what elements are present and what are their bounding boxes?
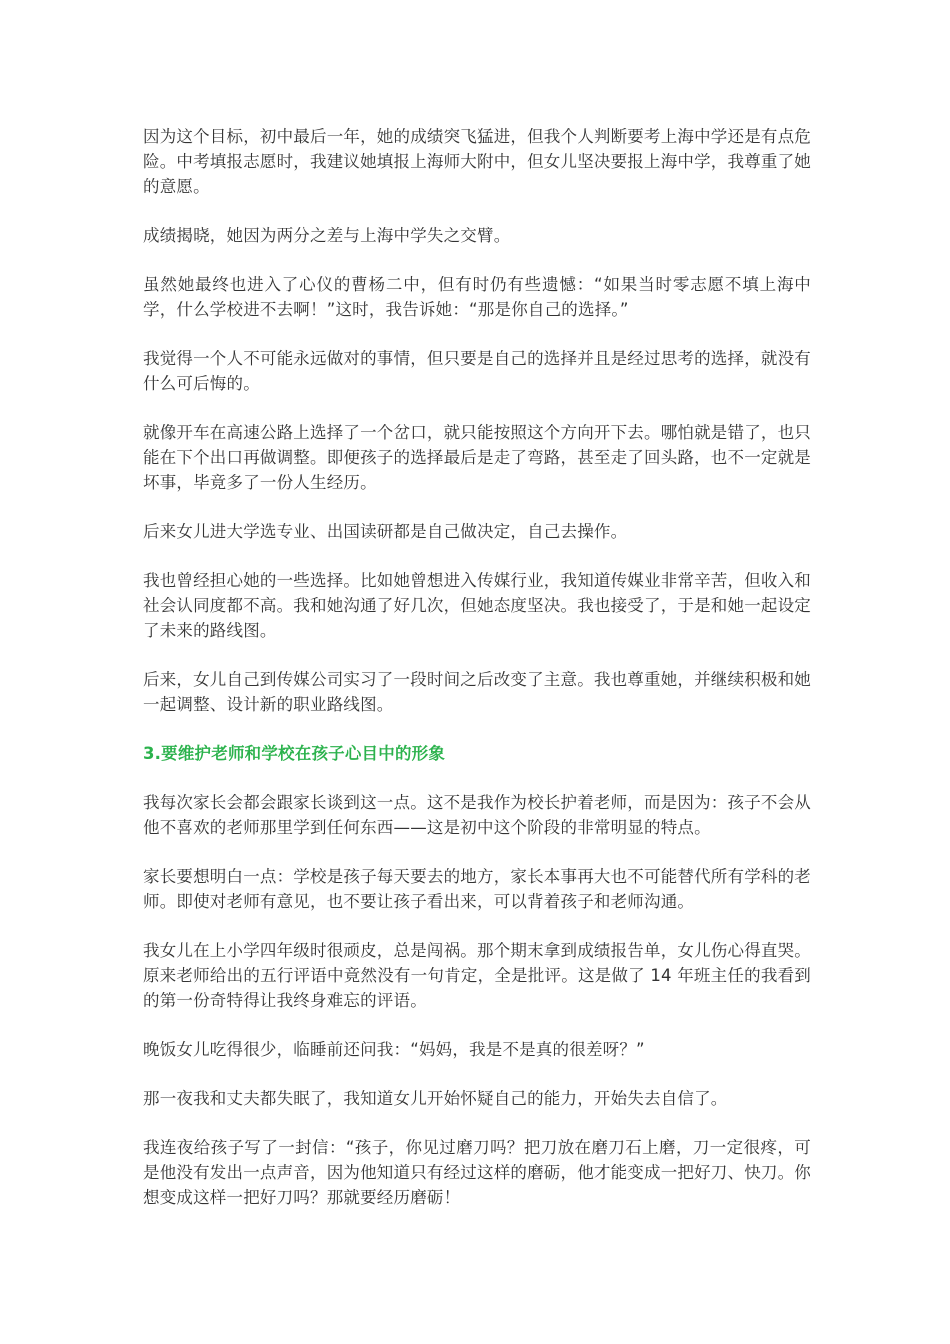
paragraph-regret: 虽然她最终也进入了心仪的曹杨二中，但有时仍有些遗憾：“如果当时零志愿不填上海中学，什么学校进不去啊！”这时，我告诉她：“那是你自己的选择。” (143, 275, 811, 319)
paragraph-media-career: 我也曾经担心她的一些选择。比如她曾想进入传媒行业，我知道传媒业非常辛苦，但收入和社会认同度都不高。我和她沟通了好几次，但她态度坚决。我也接受了，于是和她一起设定了未来的路线图。 (143, 571, 811, 640)
article-body (143, 124, 811, 1234)
paragraph-exam-result: 成绩揭晓，她因为两分之差与上海中学失之交臂。 (143, 226, 511, 245)
paragraph-sleepless-night: 那一夜我和丈夫都失眠了，我知道女儿开始怀疑自己的能力，开始失去自信了。 (143, 1089, 728, 1108)
paragraph-parent-meeting: 我每次家长会都会跟家长谈到这一点。这不是我作为校长护着老师，而是因为：孩子不会从他不喜欢的老师那里学到任何东西——这是初中这个阶段的非常明显的特点。 (143, 793, 811, 837)
paragraph-changed-mind: 后来，女儿自己到传媒公司实习了一段时间之后改变了主意。我也尊重她，并继续积极和她一起调整、设计新的职业路线图。 (143, 670, 811, 714)
paragraph-daughter-question: 晚饭女儿吃得很少，临睡前还问我：“妈妈，我是不是真的很差呀？” (143, 1040, 645, 1059)
section-heading: 3.要维护老师和学校在孩子心目中的形象 (143, 744, 446, 763)
paragraph-letter: 我连夜给孩子写了一封信：“孩子，你见过磨刀吗？把刀放在磨刀石上磨，刀一定很疼，可是他没有发出一点声音，因为他知道只有经过这样的磨砺，他才能变成一把好刀、快刀。你想变成这样一把好刀吗？那就要经历磨砺！ (143, 1138, 811, 1207)
paragraph-highway-analogy: 就像开车在高速公路上选择了一个岔口，就只能按照这个方向开下去。哪怕就是错了，也只能在下个出口再做调整。即便孩子的选择最后是走了弯路，甚至走了回头路，也不一定就是坏事，毕竟多了一份人生经历。 (143, 423, 811, 492)
paragraph-own-decisions: 后来女儿进大学选专业、出国读研都是自己做决定，自己去操作。 (143, 522, 628, 541)
paragraph-target-exam: 因为这个目标，初中最后一年，她的成绩突飞猛进，但我个人判断要考上海中学还是有点危险。中考填报志愿时，我建议她填报上海师大附中，但女儿坚决要报上海中学，我尊重了她的意愿。 (143, 127, 811, 196)
paragraph-school-role: 家长要想明白一点：学校是孩子每天要去的地方，家长本事再大也不可能替代所有学科的老师。即使对老师有意见，也不要让孩子看出来，可以背着孩子和老师沟通。 (143, 867, 811, 911)
paragraph-no-regret: 我觉得一个人不可能永远做对的事情，但只要是自己的选择并且是经过思考的选择，就没有什么可后悔的。 (143, 349, 811, 393)
paragraph-report-card: 我女儿在上小学四年级时很顽皮，总是闯祸。那个期末拿到成绩报告单，女儿伤心得直哭。原来老师给出的五行评语中竟然没有一句肯定，全是批评。这是做了 14 年班主任的我看到的第一份奇特得让我终身难忘的评语。 (143, 941, 811, 1010)
